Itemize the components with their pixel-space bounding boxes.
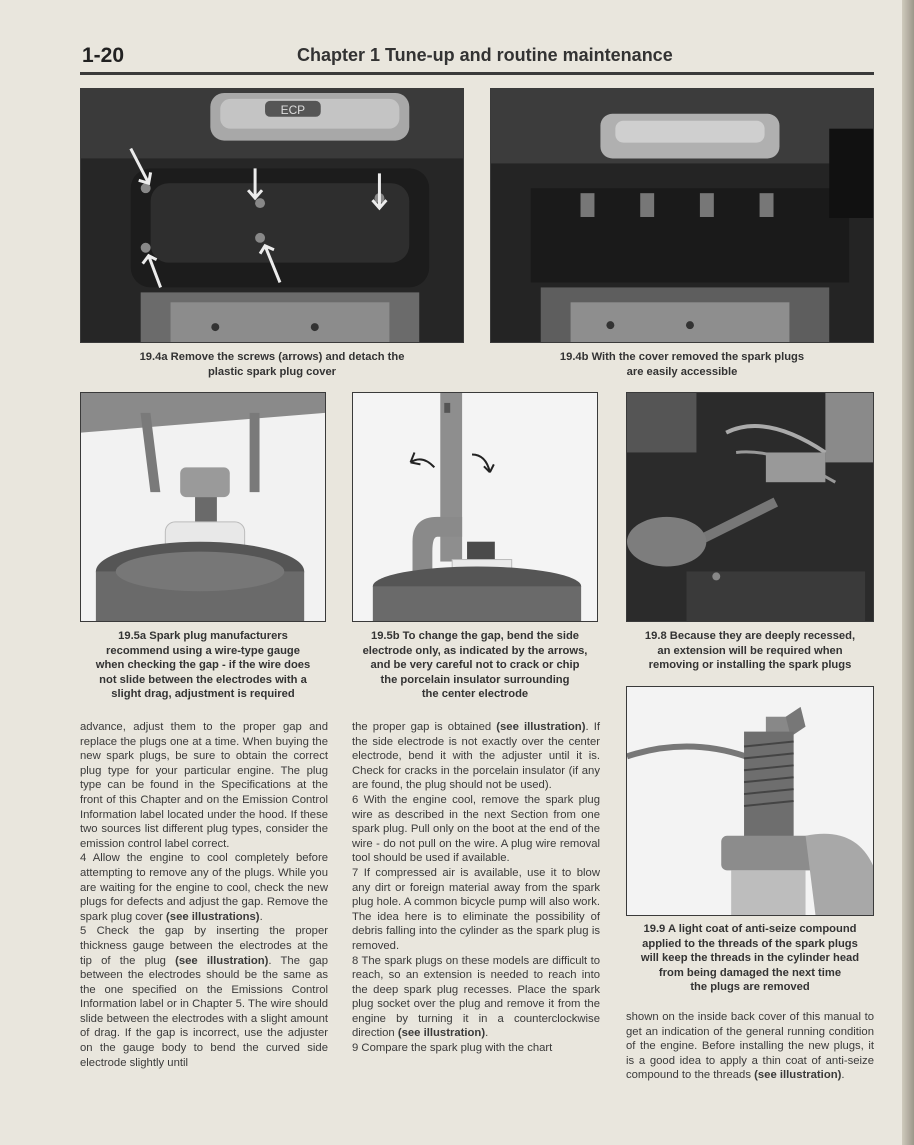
illustration-reference: (see illustration) xyxy=(496,721,586,733)
text-run: 4 Allow the engine to cool completely before attempting to remove any of the plugs. While you are waiting for the engine to cool, check the new plugs for defects and adjust the gap. Remove the spark plug cover xyxy=(80,852,328,923)
page-edge-shadow xyxy=(902,0,914,1145)
paragraph xyxy=(80,851,328,924)
caption-line: and be very careful not to crack or chip xyxy=(370,659,580,672)
caption-line: not slide between the electrodes with a xyxy=(99,673,307,686)
text-run: 9 Compare the spark plug with the chart xyxy=(352,1042,553,1055)
paragraph xyxy=(352,793,600,866)
text-run: shown on the inside back cover of this manual to get an indication of the general running condition of the engine. Before installing the new plugs, it is a good idea to apply a thin coat of anti-seize compound to the threads xyxy=(626,1011,874,1082)
paragraph xyxy=(80,720,328,851)
caption-19-9 xyxy=(626,922,874,995)
text-run: . xyxy=(485,1027,489,1040)
caption-line: 19.4a Remove the screws (arrows) and detach the xyxy=(139,351,405,363)
paragraph xyxy=(352,954,600,1042)
body-column-2 xyxy=(352,720,600,1056)
caption-line: 19.5a Spark plug manufacturers xyxy=(118,630,288,642)
caption-line: 19.5b To change the gap, bend the side xyxy=(370,630,580,642)
paragraph xyxy=(352,720,600,793)
photo-19-4b xyxy=(490,88,874,343)
caption-line: will keep the threads in the cylinder head xyxy=(640,952,860,965)
paragraph xyxy=(352,1041,600,1056)
caption-line: when checking the gap - if the wire does xyxy=(95,659,311,672)
ecp-badge-text: ECP xyxy=(280,102,306,117)
paragraph xyxy=(626,1010,874,1083)
photo-19-9 xyxy=(626,686,874,916)
caption-line: an extension will be required when xyxy=(657,644,843,657)
caption-line: 19.9 A light coat of anti-seize compound xyxy=(643,923,857,935)
paragraph xyxy=(80,924,328,1070)
text-run: 7 If compressed air is available, use it to blow any dirt or foreign material away from the spark plug hole. A common bicycle pump will also work. The idea here is to eliminate the possibility of debris falling into the cylinder as the spark plug is removed. xyxy=(352,866,600,952)
text-run: . The gap between the electrodes should be the same as the one specified on the Emissions Control Information label or in Chapter 5. The wire should slide between the electrodes with a slight amount of drag. If the gap is incorrect, use the adjuster on the gauge body to bend the curved side electrode slightly until xyxy=(80,954,328,1069)
text-run: 8 The spark plugs on these models are difficult to reach, so an extension is needed to reach into the deep spark plug recesses. Place the spark plug socket over the plug and remove it from the engine by turning it in a counterclockwise direction xyxy=(352,954,600,1040)
text-run: 6 With the engine cool, remove the spark plug wire as described in the next Section from one spark plug. Pull only on the boot at the end of the wire - do not pull on the wire. A plug wire removal tool should be used if available. xyxy=(352,793,600,865)
caption-line: recommend using a wire-type gauge xyxy=(106,644,300,657)
caption-19-8 xyxy=(626,629,874,673)
caption-line: 19.4b With the cover removed the spark plugs xyxy=(559,351,805,363)
text-run: . xyxy=(841,1069,845,1082)
body-column-3 xyxy=(626,1010,874,1083)
header-rule xyxy=(80,72,874,75)
caption-line: plastic spark plug cover xyxy=(207,365,337,378)
page-number: 1-20 xyxy=(82,44,125,67)
caption-line: are easily accessible xyxy=(626,365,738,378)
photo-19-5a xyxy=(80,392,326,622)
caption-line: the center electrode xyxy=(421,688,529,701)
photo-19-5b xyxy=(352,392,598,622)
text-run: advance, adjust them to the proper gap and replace the plugs one at a time. When buying the new spark plugs, be sure to obtain the correct plug type for your particular engine. The plug type can be found in the Specifications at the front of this Chapter and on the Emission Control Information label located under the hood. If these two sources list different plug types, consider the emission control label correct. xyxy=(80,721,328,850)
photo-19-8 xyxy=(626,392,874,622)
caption-19-5a xyxy=(82,629,324,702)
caption-line: the porcelain insulator surrounding xyxy=(380,673,570,686)
text-run: . If the side electrode is not exactly over the center electrode, bend it with the adjuster until it is. Check for cracks in the porcelain insulator (if any are found, the plug should not be used). xyxy=(352,721,601,792)
caption-19-4a xyxy=(96,350,448,379)
text-run: . xyxy=(259,910,263,923)
body-column-1 xyxy=(80,720,328,1070)
caption-line: the plugs are removed xyxy=(690,981,810,994)
photo-19-4a xyxy=(80,88,464,343)
caption-line: 19.8 Because they are deeply recessed, xyxy=(644,630,856,642)
illustration-reference: (see illustrations) xyxy=(166,910,260,923)
text-run: the proper gap is obtained xyxy=(352,721,497,733)
caption-line: applied to the threads of the spark plugs xyxy=(642,937,858,950)
caption-19-5b xyxy=(350,629,600,702)
caption-line: from being damaged the next time xyxy=(658,966,842,979)
caption-line: slight drag, adjustment is required xyxy=(111,688,295,701)
chapter-title: Chapter 1 Tune-up and routine maintenance xyxy=(297,45,673,65)
text-run: 5 Check the gap by inserting the proper thickness gauge between the electrodes at the tip of the plug xyxy=(80,925,328,967)
caption-line: removing or installing the spark plugs xyxy=(648,659,852,672)
caption-line: electrode only, as indicated by the arrows, xyxy=(362,644,588,657)
illustration-reference: (see illustration) xyxy=(754,1069,842,1082)
illustration-reference: (see illustration) xyxy=(397,1027,486,1040)
paragraph xyxy=(352,866,600,954)
illustration-reference: (see illustration) xyxy=(175,954,269,967)
caption-19-4b xyxy=(520,350,844,379)
